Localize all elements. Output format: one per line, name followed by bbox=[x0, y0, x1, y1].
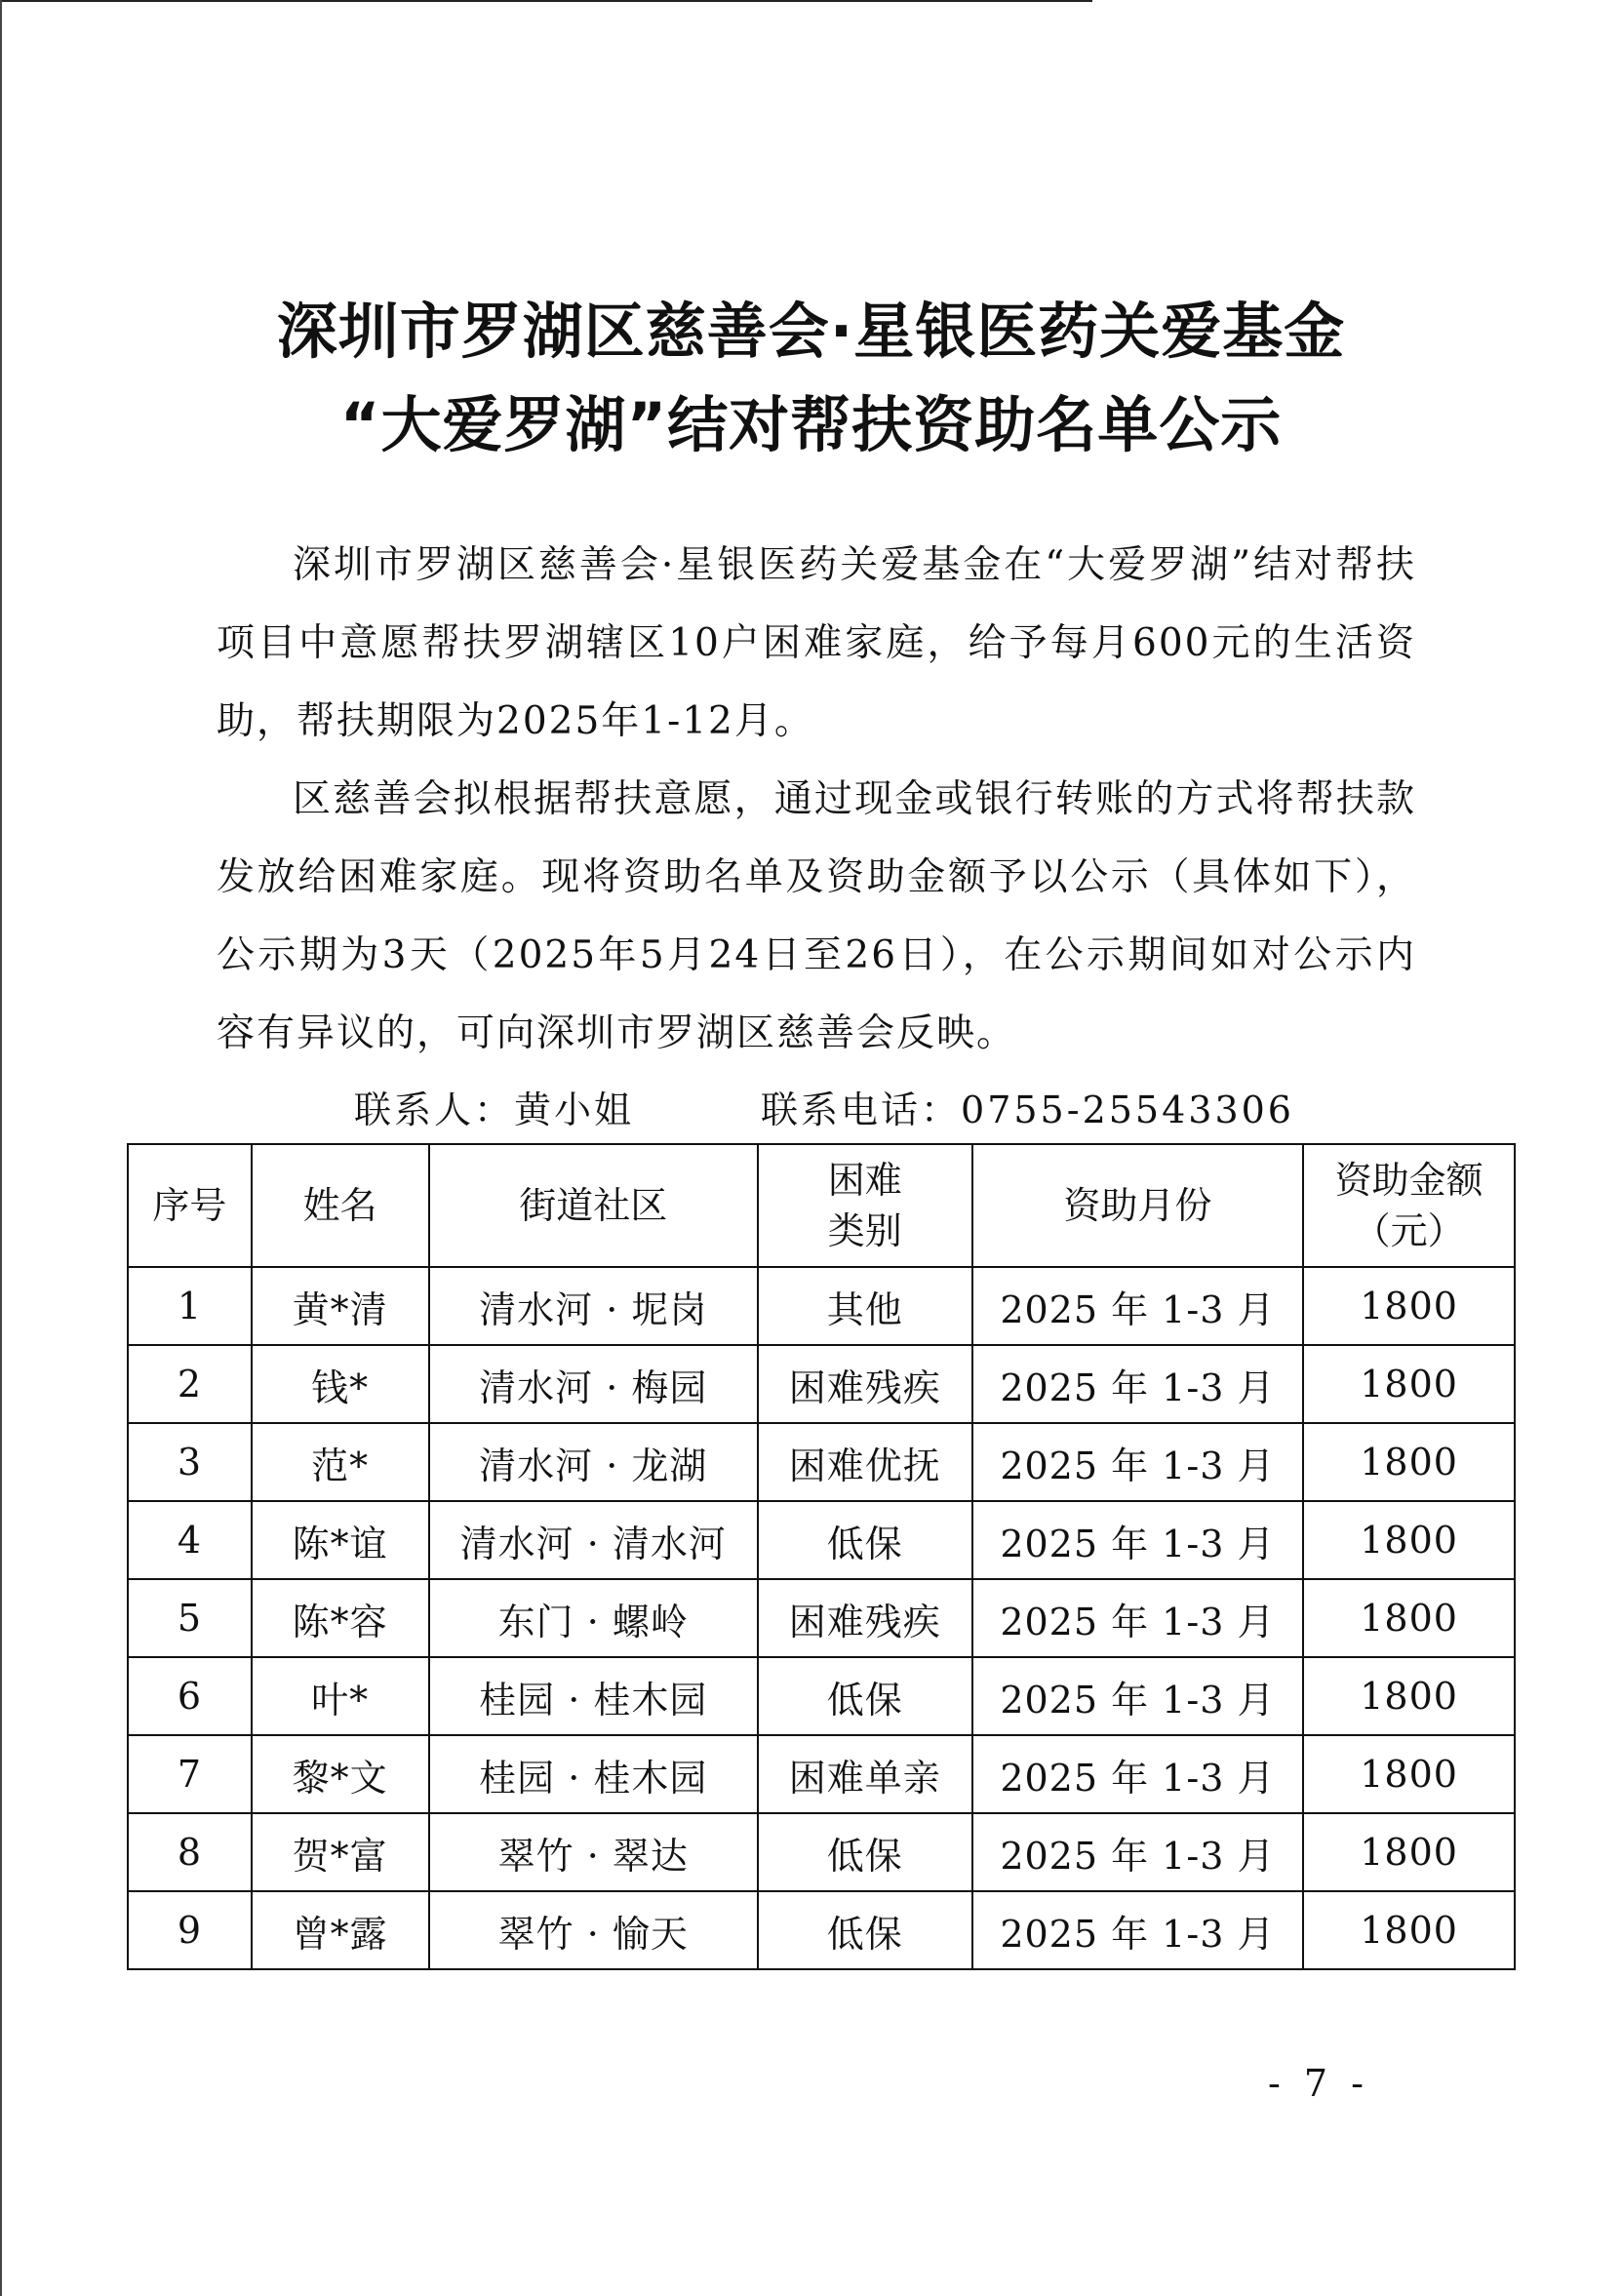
cell-months: 2025 年 1-3 月 bbox=[972, 1813, 1304, 1891]
table-row bbox=[128, 1891, 1515, 1969]
cell-index: 9 bbox=[128, 1891, 252, 1969]
cell-amount: 1800 bbox=[1303, 1891, 1515, 1969]
title-line-2: “大爱罗湖”结对帮扶资助名单公示 bbox=[339, 389, 1283, 460]
cell-index: 6 bbox=[128, 1657, 252, 1735]
cell-amount: 1800 bbox=[1303, 1423, 1515, 1501]
cell-name: 范* bbox=[252, 1423, 429, 1501]
cell-amount: 1800 bbox=[1303, 1345, 1515, 1423]
cell-community: 清水河 · 龙湖 bbox=[429, 1423, 758, 1501]
cell-category: 低保 bbox=[758, 1891, 972, 1969]
cell-category: 低保 bbox=[758, 1657, 972, 1735]
cell-category: 低保 bbox=[758, 1813, 972, 1891]
cell-index: 2 bbox=[128, 1345, 252, 1423]
table-body bbox=[128, 1267, 1515, 1969]
cell-name: 曾*露 bbox=[252, 1891, 429, 1969]
table-row bbox=[128, 1345, 1515, 1423]
cell-name: 陈*容 bbox=[252, 1579, 429, 1657]
cell-amount: 1800 bbox=[1303, 1657, 1515, 1735]
cell-months: 2025 年 1-3 月 bbox=[972, 1345, 1304, 1423]
table-row bbox=[128, 1735, 1515, 1813]
cell-name: 钱* bbox=[252, 1345, 429, 1423]
cell-community: 清水河 · 清水河 bbox=[429, 1501, 758, 1579]
cell-category: 困难残疾 bbox=[758, 1579, 972, 1657]
cell-months: 2025 年 1-3 月 bbox=[972, 1267, 1304, 1345]
cell-community: 桂园 · 桂木园 bbox=[429, 1657, 758, 1735]
cell-community: 东门 · 螺岭 bbox=[429, 1579, 758, 1657]
header-months: 资助月份 bbox=[972, 1144, 1304, 1267]
paragraph-publicity: 区慈善会拟根据帮扶意愿，通过现金或银行转账的方式将帮扶款发放给困难家庭。现将资助名单及资助金额予以公示（具体如下），公示期为3天（2025年5月24日至26日），在公示期间如对公示内容有异议的，可向深圳市罗湖区慈善会反映。 bbox=[217, 777, 1416, 1055]
header-name: 姓名 bbox=[252, 1144, 429, 1267]
cell-index: 5 bbox=[128, 1579, 252, 1657]
table-row bbox=[128, 1813, 1515, 1891]
cell-amount: 1800 bbox=[1303, 1501, 1515, 1579]
document-title bbox=[0, 285, 1622, 472]
paragraph-intro: 深圳市罗湖区慈善会·星银医药关爱基金在“大爱罗湖”结对帮扶项目中意愿帮扶罗湖辖区10户困难家庭，给予每月600元的生活资助，帮扶期限为2025年1-12月。 bbox=[217, 543, 1416, 743]
cell-name: 叶* bbox=[252, 1657, 429, 1735]
header-community: 街道社区 bbox=[429, 1144, 758, 1267]
cell-category: 其他 bbox=[758, 1267, 972, 1345]
header-category bbox=[758, 1144, 972, 1267]
cell-index: 1 bbox=[128, 1267, 252, 1345]
table-row bbox=[128, 1579, 1515, 1657]
contact-phone: 联系电话：0755-25543306 bbox=[761, 1089, 1294, 1131]
cell-amount: 1800 bbox=[1303, 1267, 1515, 1345]
title-line-1: 深圳市罗湖区慈善会·星银医药关爱基金 bbox=[276, 296, 1346, 367]
header-amount-line2: （元） bbox=[1353, 1209, 1465, 1252]
cell-category: 困难优抚 bbox=[758, 1423, 972, 1501]
table-row bbox=[128, 1501, 1515, 1579]
cell-months: 2025 年 1-3 月 bbox=[972, 1579, 1304, 1657]
cell-name: 陈*谊 bbox=[252, 1501, 429, 1579]
cell-months: 2025 年 1-3 月 bbox=[972, 1891, 1304, 1969]
cell-index: 4 bbox=[128, 1501, 252, 1579]
cell-months: 2025 年 1-3 月 bbox=[972, 1423, 1304, 1501]
cell-community: 桂园 · 桂木园 bbox=[429, 1735, 758, 1813]
cell-name: 黄*清 bbox=[252, 1267, 429, 1345]
header-index: 序号 bbox=[128, 1144, 252, 1267]
contact-person: 联系人：黄小姐 bbox=[354, 1089, 635, 1131]
cell-category: 低保 bbox=[758, 1501, 972, 1579]
cell-index: 3 bbox=[128, 1423, 252, 1501]
table-row bbox=[128, 1657, 1515, 1735]
cell-community: 翠竹 · 翠达 bbox=[429, 1813, 758, 1891]
cell-community: 清水河 · 坭岗 bbox=[429, 1267, 758, 1345]
cell-community: 翠竹 · 愉天 bbox=[429, 1891, 758, 1969]
cell-amount: 1800 bbox=[1303, 1735, 1515, 1813]
cell-category: 困难残疾 bbox=[758, 1345, 972, 1423]
cell-amount: 1800 bbox=[1303, 1813, 1515, 1891]
cell-months: 2025 年 1-3 月 bbox=[972, 1501, 1304, 1579]
page-number: - 7 - bbox=[1268, 2062, 1370, 2105]
cell-index: 8 bbox=[128, 1813, 252, 1891]
cell-community: 清水河 · 梅园 bbox=[429, 1345, 758, 1423]
notice-body bbox=[217, 527, 1416, 1073]
cell-months: 2025 年 1-3 月 bbox=[972, 1657, 1304, 1735]
cell-index: 7 bbox=[128, 1735, 252, 1813]
table-row bbox=[128, 1423, 1515, 1501]
cell-name: 贺*富 bbox=[252, 1813, 429, 1891]
header-category-line2: 类别 bbox=[827, 1209, 902, 1252]
header-amount bbox=[1303, 1144, 1515, 1267]
header-amount-line1: 资助金额 bbox=[1334, 1159, 1484, 1202]
funding-table bbox=[127, 1143, 1516, 1970]
cell-name: 黎*文 bbox=[252, 1735, 429, 1813]
table-header-row bbox=[128, 1144, 1515, 1267]
cell-months: 2025 年 1-3 月 bbox=[972, 1735, 1304, 1813]
scan-edge-top bbox=[0, 0, 1092, 2]
cell-amount: 1800 bbox=[1303, 1579, 1515, 1657]
table-row bbox=[128, 1267, 1515, 1345]
contact-line bbox=[354, 1083, 1294, 1137]
cell-category: 困难单亲 bbox=[758, 1735, 972, 1813]
header-category-line1: 困难 bbox=[827, 1159, 902, 1202]
